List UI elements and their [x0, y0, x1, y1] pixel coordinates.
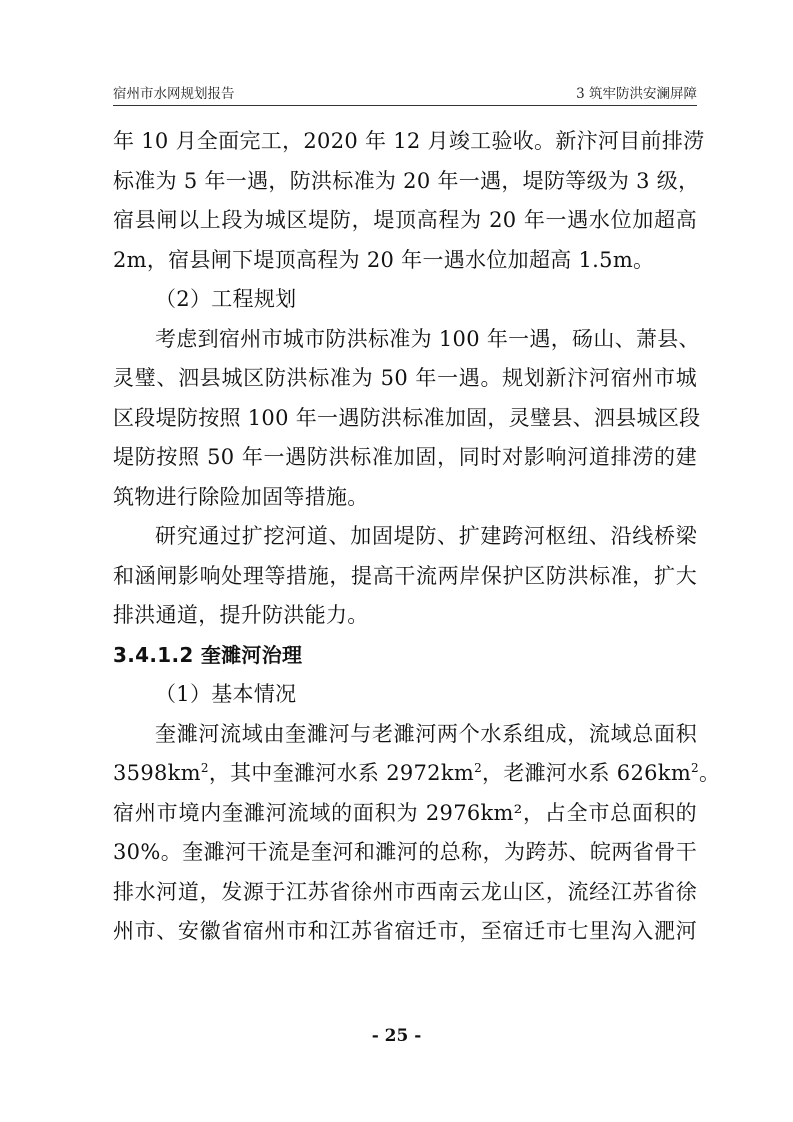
paragraph-line-area — [113, 754, 721, 794]
area-kuisui: ，其中奎濉河水系 2972km — [208, 761, 475, 785]
header-chapter-title: 3 筑牢防洪安澜屏障 — [576, 86, 697, 102]
section-heading: 3.4.1.2 奎濉河治理 — [113, 642, 303, 667]
paragraph-line: 年 10 月全面完工，2020 年 12 月竣工验收。新汴河目前排涝 — [113, 129, 705, 153]
paragraph-line: 区段堤防按照 100 年一遇防洪标准加固，灵璧县、泗县城区段 — [113, 405, 701, 430]
paragraph-line: 和涵闸影响处理等措施，提高干流两岸保护区防洪标准，扩大 — [113, 563, 697, 588]
page-number: - 25 - — [371, 1026, 422, 1046]
paragraph-line: 堤防按照 50 年一遇防洪标准加固，同时对影响河道排涝的建 — [113, 445, 697, 469]
area-end: 。 — [698, 761, 721, 785]
body-text — [113, 122, 721, 952]
paragraph-line: 州市、安徽省宿州市和江苏省宿迁市，至宿迁市七里沟入淝河 — [113, 919, 697, 943]
header-divider — [113, 105, 697, 106]
area-laosui: ，老濉河水系 626km — [482, 761, 692, 785]
paragraph-line: 筑物进行除险加固等措施。 — [113, 484, 369, 509]
page-header — [113, 80, 697, 102]
paragraph-line: 研究通过扩挖河道、加固堤防、扩建跨河枢纽、沿线桥梁 — [155, 524, 697, 548]
paragraph-line: 排水河道，发源于江苏省徐州市西南云龙山区，流经江苏省徐 — [113, 879, 697, 904]
paragraph-line: 考虑到宿州市城市防洪标准为 100 年一遇，砀山、萧县、 — [155, 326, 700, 351]
paragraph-line: 30%。奎濉河干流是奎河和濉河的总称，为跨苏、皖两省骨干 — [113, 840, 697, 864]
header-report-title: 宿州市水网规划报告 — [113, 86, 235, 102]
paragraph-line: 标准为 5 年一遇，防洪标准为 20 年一遇，堤防等级为 3 级， — [113, 168, 700, 193]
area-laosui-sup: 2 — [691, 761, 699, 775]
paragraph-line: 灵璧、泗县城区防洪标准为 50 年一遇。规划新汴河宿州市城 — [113, 366, 697, 390]
paragraph-line: 排洪通道，提升防洪能力。 — [113, 603, 369, 627]
area-kuisui-sup: 2 — [474, 761, 483, 775]
paragraph-line: 宿州市境内奎濉河流域的面积为 2976km²，占全市总面积的 — [113, 800, 697, 825]
subheading-basic-info: （1）基本情况 — [155, 682, 297, 706]
area-total-sup: 2 — [200, 761, 209, 775]
paragraph-line: 宿县闸以上段为城区堤防，堤顶高程为 20 年一遇水位加超高 — [113, 208, 697, 232]
subheading-engineering-plan: （2）工程规划 — [155, 287, 297, 311]
area-total: 3598km — [113, 761, 201, 785]
paragraph-line: 奎濉河流域由奎濉河与老濉河两个水系组成，流域总面积 — [155, 721, 697, 746]
paragraph-line: 2m，宿县闸下堤顶高程为 20 年一遇水位加超高 1.5m。 — [113, 247, 655, 272]
